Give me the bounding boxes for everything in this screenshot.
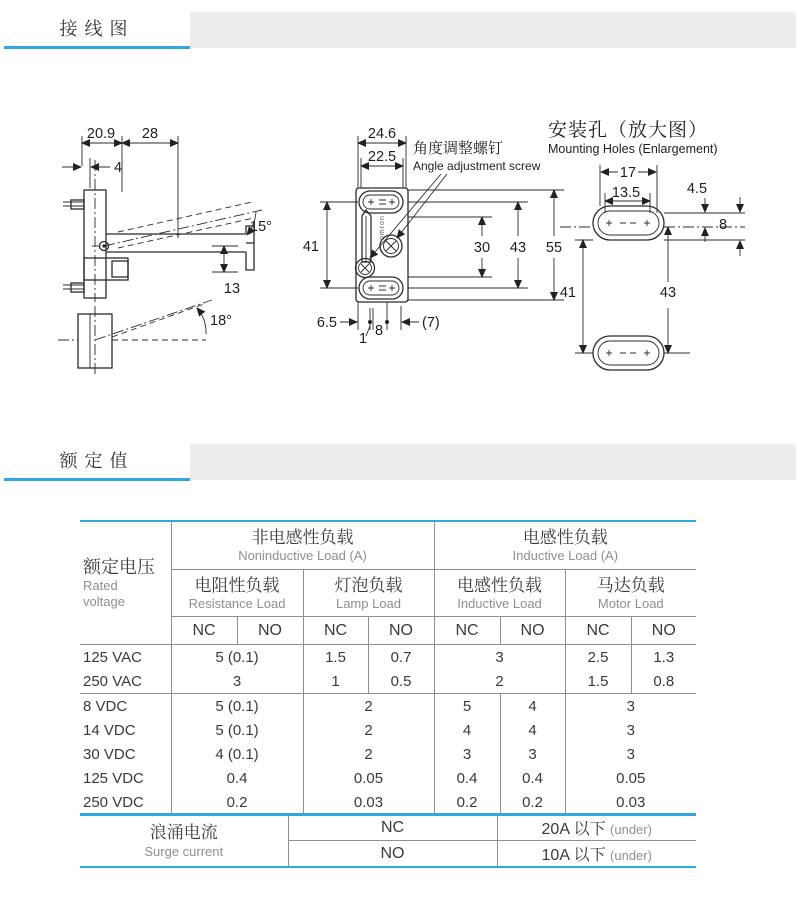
section-header-ratings: [4, 442, 796, 482]
table-cell: 0.5: [368, 669, 434, 694]
side-view-diagram: [58, 126, 272, 376]
contact-header: NO: [237, 617, 303, 645]
contact-header: NO: [631, 617, 696, 645]
subgroup-en: Resistance Load: [188, 595, 286, 611]
table-cell: 0.4: [434, 766, 500, 790]
row-label: 250 VDC: [83, 793, 144, 811]
subgroup-header-inductive: [434, 570, 565, 617]
table-cell: 0.7: [368, 645, 434, 670]
corner-header-cell: [80, 521, 171, 645]
subgroup-header-motor: [565, 570, 696, 617]
surge-current-table: [80, 813, 696, 868]
table-cell: 4: [500, 718, 565, 742]
contact-header: NO: [500, 617, 565, 645]
dim-4-5: 4.5: [686, 181, 708, 197]
brand-text: omron: [379, 215, 386, 240]
surge-value-cell: [497, 814, 696, 841]
row-label: 250 VAC: [80, 669, 171, 694]
table-cell: 1.3: [631, 645, 696, 670]
table-cell: 0.05: [303, 766, 434, 790]
row-label: 125 VDC: [83, 769, 144, 787]
section-title: 额定值: [4, 442, 190, 481]
table-cell: 5: [434, 694, 500, 719]
dim-55: 55: [545, 240, 563, 256]
surge-value: 10A 以下: [541, 847, 606, 864]
table-cell: 2: [303, 694, 434, 719]
dim-20-9: 20.9: [86, 126, 116, 142]
group-header-noninductive: [171, 521, 434, 570]
surge-value-note: (under): [610, 822, 652, 837]
table-cell: 2: [434, 669, 565, 694]
corner-en1: Rated: [83, 577, 118, 593]
dim-7: (7): [422, 315, 440, 331]
dim-6-5: 6.5: [316, 315, 337, 331]
subgroup-cn: 灯泡负载: [334, 575, 403, 595]
table-cell: 0.2: [434, 790, 500, 815]
row-label: 14 VDC: [83, 721, 136, 739]
row-label: 125 VAC: [83, 648, 142, 666]
technical-drawings: [0, 90, 800, 405]
surge-contact: NC: [288, 814, 497, 841]
dim-angle-15: 15°: [250, 219, 272, 235]
table-cell: 2.5: [565, 645, 631, 670]
front-view-diagram: [303, 126, 564, 347]
surge-label-cn: 浪涌电流: [149, 822, 218, 842]
table-cell: 3: [434, 742, 500, 766]
surge-value: 20A 以下: [541, 821, 606, 838]
dim-8-front: 8: [374, 323, 384, 339]
contact-header: NC: [171, 617, 237, 645]
surge-value-cell: [497, 841, 696, 868]
table-cell: 3: [565, 718, 696, 742]
corner-en2: voltage: [83, 593, 125, 609]
contact-header: NC: [303, 617, 368, 645]
table-cell: 5 (0.1): [171, 645, 303, 670]
row-label: 30 VDC: [83, 745, 136, 763]
section-header-bar: [190, 444, 796, 480]
mounting-holes-diagram: [545, 119, 745, 370]
dim-24-6: 24.6: [367, 126, 397, 142]
table-cell: 3: [565, 694, 696, 719]
dim-13: 13: [223, 281, 241, 297]
table-cell: 2: [303, 742, 434, 766]
dim-43-front: 43: [509, 240, 527, 256]
table-cell: 5 (0.1): [171, 718, 303, 742]
group-header-inductive: [434, 521, 696, 570]
table-cell: 4: [434, 718, 500, 742]
dim-43-mounting: 43: [659, 285, 677, 301]
subgroup-cn: 电感性负载: [457, 575, 543, 595]
group-en: Noninductive Load (A): [238, 548, 367, 563]
table-cell: 3: [434, 645, 565, 670]
dim-22-5: 22.5: [367, 149, 397, 165]
table-cell: 1.5: [303, 645, 368, 670]
table-cell: 3: [500, 742, 565, 766]
table-cell: 0.03: [565, 790, 696, 815]
table-cell: 1: [303, 669, 368, 694]
table-cell: 0.4: [500, 766, 565, 790]
dim-17: 17: [619, 165, 637, 181]
group-cn: 电感性负载: [522, 528, 608, 547]
group-en: Inductive Load (A): [512, 548, 619, 563]
contact-header: NC: [434, 617, 500, 645]
table-cell: 0.8: [631, 669, 696, 694]
dim-1: 1: [358, 331, 368, 347]
surge-label-en: Surge current: [144, 843, 224, 859]
table-cell: 1.5: [565, 669, 631, 694]
corner-cn: 额定电压: [83, 556, 155, 577]
table-cell: 0.2: [171, 790, 303, 815]
subgroup-en: Lamp Load: [335, 595, 402, 611]
subgroup-header-lamp: [303, 570, 434, 617]
table-cell: 0.4: [171, 766, 303, 790]
table-cell: 4: [500, 694, 565, 719]
contact-header: NC: [565, 617, 631, 645]
table-cell: 2: [303, 718, 434, 742]
dim-41-mounting: 41: [559, 285, 576, 301]
subgroup-en: Motor Load: [597, 595, 664, 611]
table-cell: 3: [565, 742, 696, 766]
row-label: 8 VDC: [83, 697, 128, 715]
mounting-holes-title-cn: 安装孔（放大图）: [548, 120, 709, 141]
subgroup-en: Inductive Load: [457, 595, 542, 611]
section-header-wiring: [4, 10, 796, 50]
table-cell: 0.05: [565, 766, 696, 790]
table-cell: 3: [171, 669, 303, 694]
table-cell: 0.2: [500, 790, 565, 815]
table-cell: 4 (0.1): [171, 742, 303, 766]
group-cn: 非电感性负载: [251, 528, 354, 547]
surge-contact: NO: [288, 841, 497, 868]
section-header-bar: [190, 12, 796, 48]
section-title: 接线图: [4, 10, 190, 49]
dim-28: 28: [141, 126, 159, 142]
screw-label-en: Angle adjustment screw: [413, 159, 541, 173]
table-cell: 0.03: [303, 790, 434, 815]
screw-label-cn: 角度调整螺钉: [413, 140, 504, 157]
dim-41-front: 41: [302, 239, 319, 255]
ratings-table: [80, 520, 696, 816]
surge-label-cell: [80, 814, 288, 867]
mounting-holes-title-en: Mounting Holes (Enlargement): [548, 142, 718, 156]
dim-8-mounting: 8: [718, 217, 728, 233]
subgroup-cn: 电阻性负载: [194, 575, 280, 595]
dim-30: 30: [473, 240, 491, 256]
table-cell: 5 (0.1): [171, 694, 303, 719]
contact-header: NO: [368, 617, 434, 645]
subgroup-cn: 马达负载: [596, 575, 665, 595]
surge-value-note: (under): [610, 848, 652, 863]
subgroup-header-resistance: [171, 570, 303, 617]
dim-13-5: 13.5: [611, 185, 641, 201]
dim-4: 4: [114, 160, 123, 176]
dim-angle-18: 18°: [210, 313, 232, 329]
